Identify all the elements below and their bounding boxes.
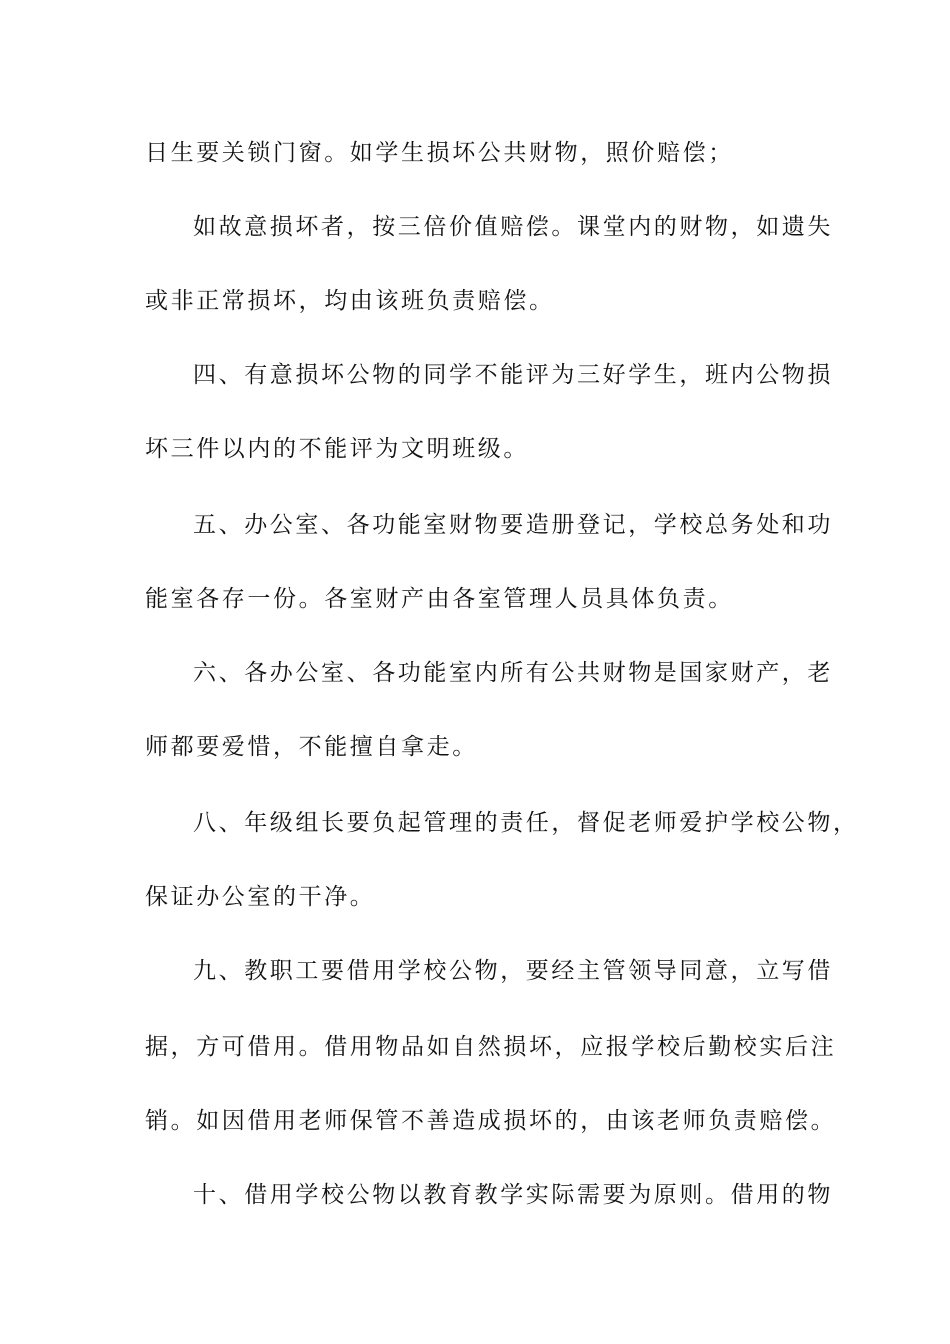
paragraph-first-line: 九、教职工要借用学校公物，要经主管领导同意，立写借: [193, 958, 833, 984]
paragraph-first-line: 十、借用学校公物以教育教学实际需要为原则。借用的物: [193, 1182, 833, 1208]
paragraph-first-line: 四、有意损坏公物的同学不能评为三好学生，班内公物损: [193, 362, 833, 388]
text-line: 能室各存一份。各室财产由各室管理人员具体负责。: [145, 586, 734, 612]
text-line: 销。如因借用老师保管不善造成损坏的，由该老师负责赔偿。: [145, 1108, 837, 1134]
text-line: 师都要爱惜，不能擅自拿走。: [145, 734, 478, 760]
paragraph-first-line: 五、办公室、各功能室财物要造册登记，学校总务处和功: [193, 512, 833, 538]
paragraph-first-line: 八、年级组长要负起管理的责任，督促老师爱护学校公物，: [193, 810, 859, 836]
text-line: 保证办公室的干净。: [145, 884, 376, 910]
paragraph-first-line: 六、各办公室、各功能室内所有公共财物是国家财产，老: [193, 660, 833, 686]
text-line: 或非正常损坏，均由该班负责赔偿。: [145, 288, 555, 314]
text-line: 日生要关锁门窗。如学生损坏公共财物，照价赔偿；: [145, 140, 734, 166]
text-line: 据，方可借用。借用物品如自然损坏，应报学校后勤校实后注: [145, 1034, 837, 1060]
text-line: 坏三件以内的不能评为文明班级。: [145, 436, 529, 462]
paragraph-first-line: 如故意损坏者，按三倍价值赔偿。课堂内的财物，如遗失: [193, 214, 833, 240]
